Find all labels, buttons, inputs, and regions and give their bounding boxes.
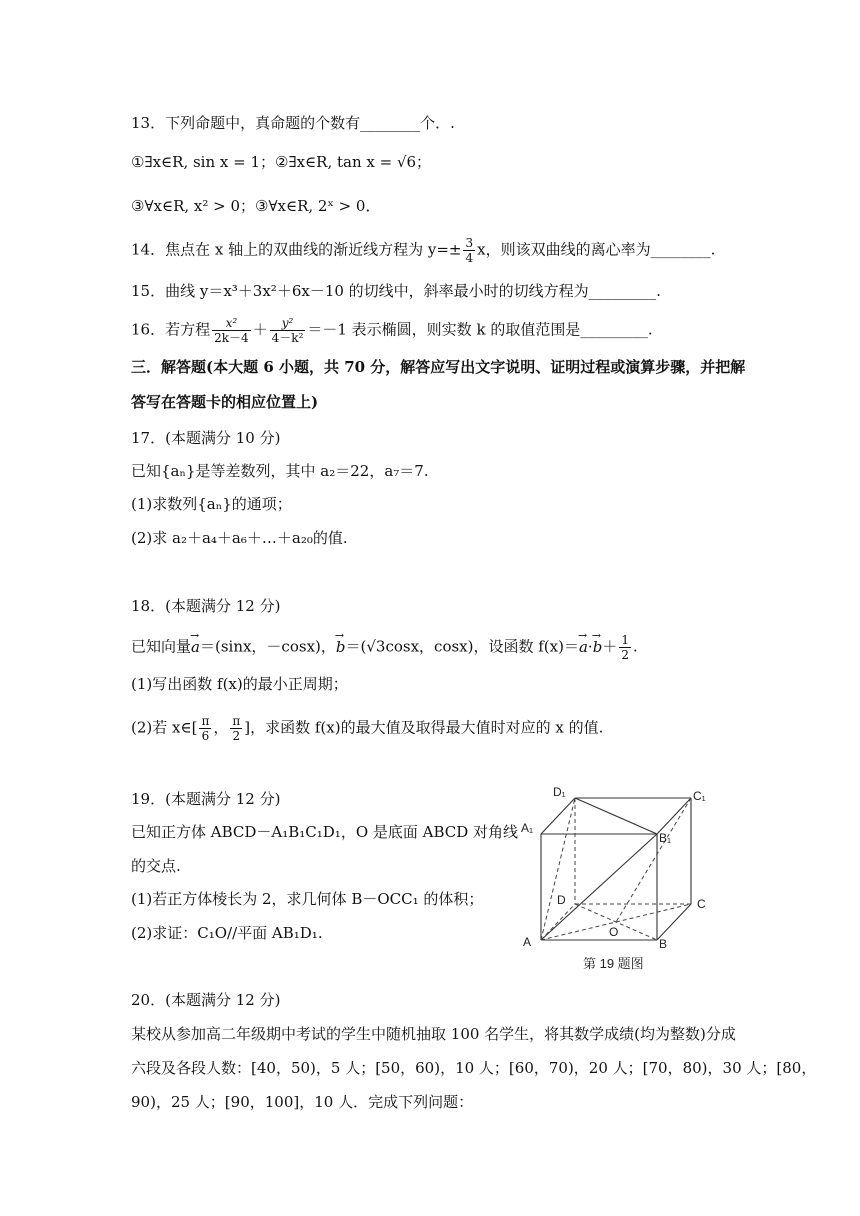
label-D: D xyxy=(557,893,566,907)
label-B: B xyxy=(659,937,668,951)
q18-p2-a: (2)若 x∈[ xyxy=(131,718,198,737)
seg-C1O xyxy=(616,798,691,922)
cube-figure xyxy=(515,784,727,974)
q13-props-1: ①∃x∈R, sin x = 1；②∃x∈R, tan x = √6； xyxy=(131,153,432,171)
q18-half xyxy=(619,633,631,662)
q14-frac-num: 3 xyxy=(465,236,474,250)
q14-frac-den: 4 xyxy=(465,251,474,265)
pi-den-1: 6 xyxy=(201,729,210,743)
label-A: A xyxy=(523,935,532,949)
q18-given-b: ＝(sinx，－cosx)， xyxy=(199,637,336,656)
q16-fraction-1 xyxy=(212,316,251,345)
dot-operator: · xyxy=(587,637,593,656)
q19-head: 19．(本题满分 12 分) xyxy=(131,790,281,808)
label-B1: B₁ xyxy=(659,831,672,845)
q16-text-b: ＝－1 表示椭圆，则实数 k 的取值范围是_________. xyxy=(307,320,653,339)
pi-over-6 xyxy=(199,714,211,743)
label-A1: A₁ xyxy=(521,821,534,835)
vector-a-dot: → a xyxy=(579,637,588,657)
q20-line1: 某校从参加高二年级期中考试的学生中随机抽取 100 名学生，将其数学成绩(均为整数)分成 xyxy=(131,1025,736,1043)
q20-line2: 六段及各段人数：[40，50)，5 人；[50，60)，10 人；[60，70)，20 人；[70，80)，30 人；[80， xyxy=(131,1059,817,1077)
label-C1: C₁ xyxy=(693,789,706,803)
q16-fraction-2 xyxy=(270,316,306,345)
diag-D1B1 xyxy=(575,798,657,834)
q16-f2-num: y² xyxy=(270,316,306,331)
pi-den-2: 2 xyxy=(232,729,241,743)
q18-half-den: 2 xyxy=(621,648,629,662)
q18-p2-b: ]，求函数 f(x)的最大值及取得最大值时对应的 x 的值. xyxy=(244,718,604,737)
section3-heading-line2: 答写在答题卡的相应位置上) xyxy=(131,393,319,411)
diag-AB1 xyxy=(541,834,657,940)
edge-A1D1 xyxy=(541,798,575,834)
q17-head: 17．(本题满分 10 分) xyxy=(131,429,281,447)
q16-text-a: 16．若方程 xyxy=(131,320,211,339)
label-O: O xyxy=(609,925,619,939)
q14 xyxy=(131,236,715,265)
q19-line2: 的交点. xyxy=(131,857,181,875)
q17-part1: (1)求数列{aₙ}的通项； xyxy=(131,495,292,513)
vector-b-dot: → b xyxy=(593,637,603,657)
pi-num-1: π xyxy=(201,714,210,728)
q14-text-b: x，则该双曲线的离心率为________. xyxy=(477,240,716,259)
q18-comma: ， xyxy=(213,718,229,737)
q19-part1: (1)若正方体棱长为 2，求几何体 B－OCC₁ 的体积； xyxy=(131,890,484,908)
q14-fraction xyxy=(463,236,475,265)
q18-half-num: 1 xyxy=(621,633,629,647)
q18-given xyxy=(131,633,638,662)
q19-part2: (2)求证：C₁O//平面 AB₁D₁. xyxy=(131,924,323,942)
label-D1: D₁ xyxy=(553,785,566,799)
edge-B1C1 xyxy=(657,798,691,834)
q16 xyxy=(131,316,653,345)
q18-head: 18．(本题满分 12 分) xyxy=(131,597,281,615)
q16-f2-den: 4－k² xyxy=(271,331,304,345)
q13-stem: 13．下列命题中，真命题的个数有________个．. xyxy=(131,114,455,132)
q19-line1: 已知正方体 ABCD－A₁B₁C₁D₁，O 是底面 ABCD 对角线 xyxy=(131,823,519,841)
pi-over-2 xyxy=(230,714,242,743)
q18-part2 xyxy=(131,714,603,743)
q18-given-c: ＝(√3cosx，cosx)，设函数 f(x)＝ xyxy=(345,637,579,656)
vector-a: → a xyxy=(191,637,200,657)
figure-caption: 第 19 题图 xyxy=(583,956,644,971)
edge-AD xyxy=(541,904,575,940)
vector-b: → b xyxy=(336,637,346,657)
q14-text-a: 14．焦点在 x 轴上的双曲线的渐近线方程为 y=± xyxy=(131,240,462,259)
q20-line3: 90)，25 人；[90，100]，10 人．完成下列问题： xyxy=(131,1093,474,1111)
q16-f1-den: 2k－4 xyxy=(214,331,249,345)
edge-BC xyxy=(657,904,691,940)
q20-head: 20．(本题满分 12 分) xyxy=(131,991,281,1009)
label-C: C xyxy=(697,897,706,911)
q17-given: 已知{aₙ}是等差数列，其中 a₂＝22，a₇＝7. xyxy=(131,462,429,480)
q17-part2: (2)求 a₂＋a₄＋a₆＋…＋a₂₀的值. xyxy=(131,529,348,547)
diag-AD1 xyxy=(541,798,575,940)
q18-plus: ＋ xyxy=(602,637,618,656)
q15: 15．曲线 y＝x³＋3x²＋6x－10 的切线中，斜率最小时的切线方程为_________. xyxy=(131,282,661,300)
q18-part1: (1)写出函数 f(x)的最小正周期； xyxy=(131,675,348,693)
q18-period: . xyxy=(632,637,638,656)
q13-props-2: ③∀x∈R, x² > 0；③∀x∈R, 2ˣ > 0． xyxy=(131,197,381,215)
pi-num-2: π xyxy=(232,714,241,728)
q16-f1-num: x² xyxy=(212,316,251,331)
q16-plus: ＋ xyxy=(252,320,268,339)
q18-given-a: 已知向量 xyxy=(131,637,192,656)
section3-heading-line1: 三．解答题(本大题 6 小题，共 70 分，解答应写出文字说明、证明过程或演算步骤，并把解 xyxy=(131,358,746,376)
